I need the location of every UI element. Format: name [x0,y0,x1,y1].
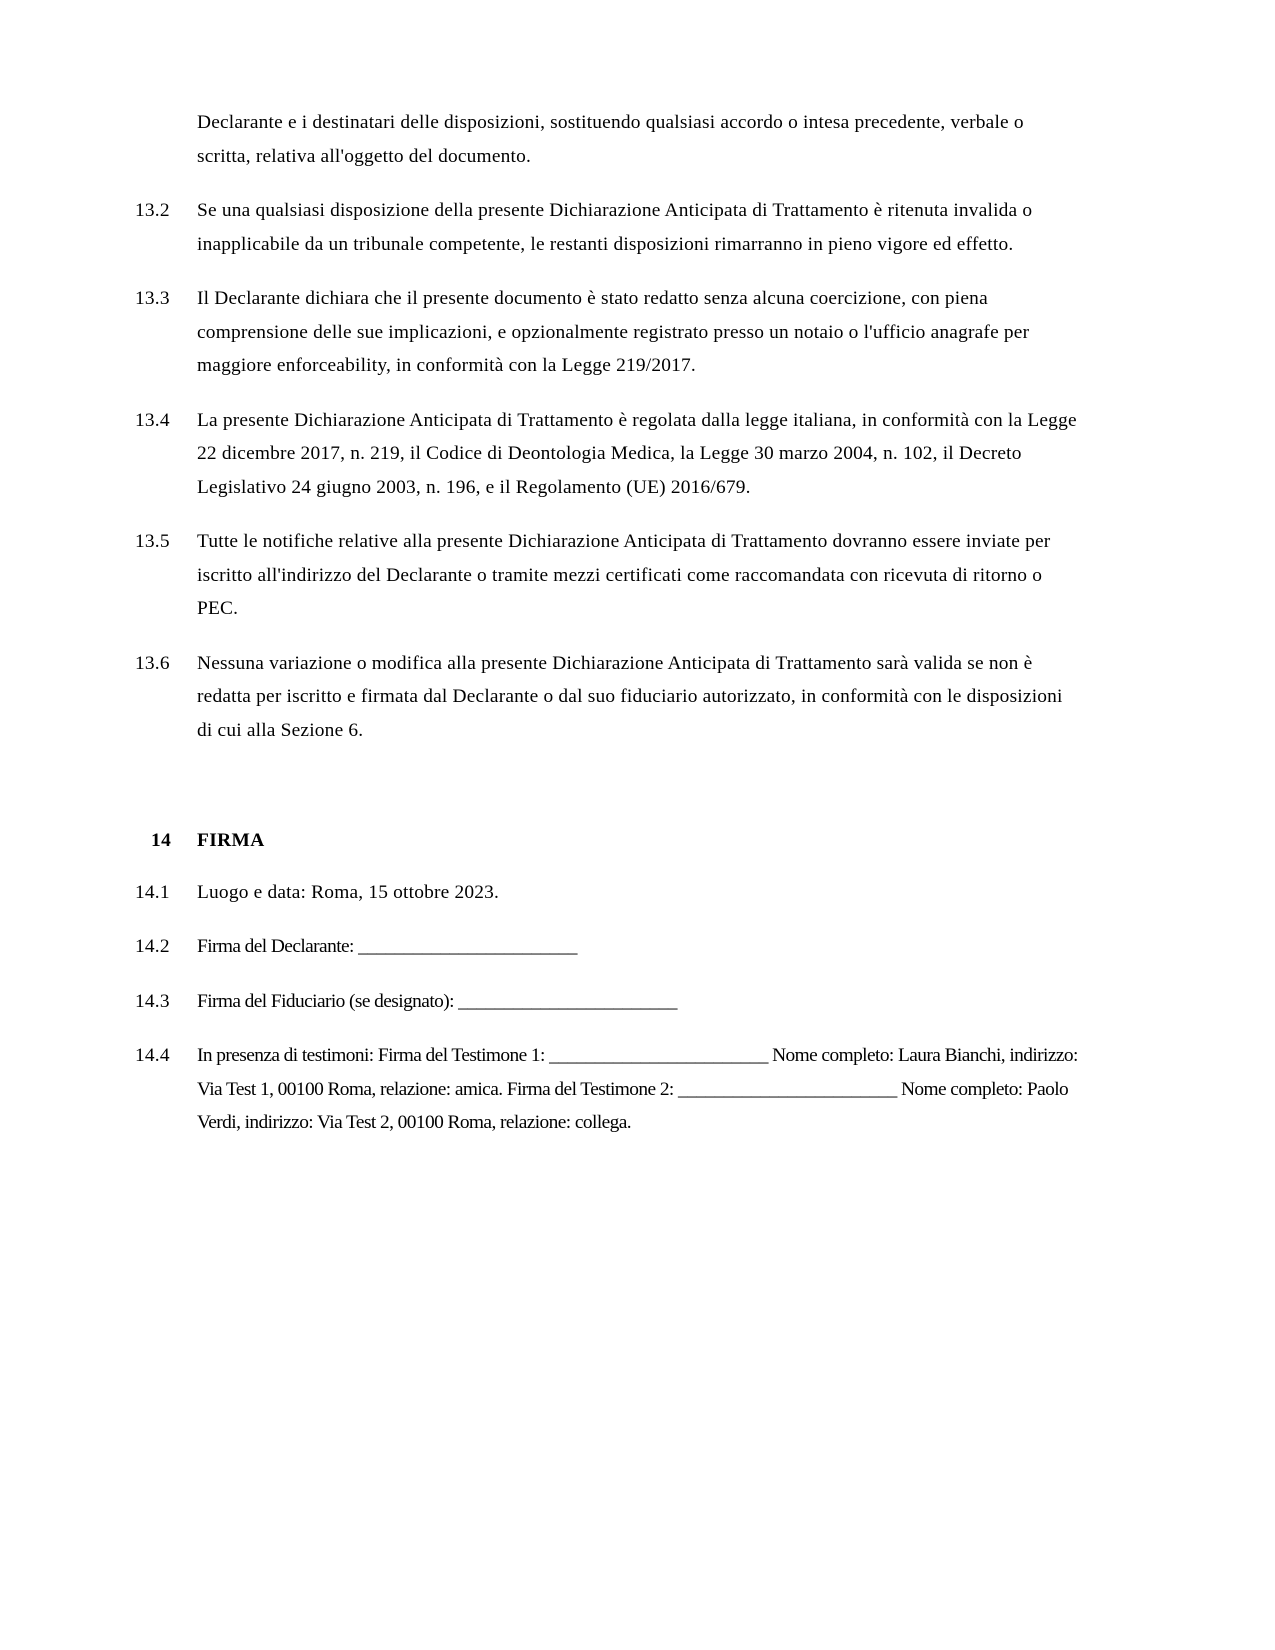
clause-number: 14.3 [135,990,170,1012]
clause-number: 13.4 [135,409,170,431]
clause-number: 14.2 [135,936,170,957]
clause-number: 13.3 [135,288,170,309]
clause-14-2 [135,930,1080,964]
signature-declarant-line[interactable]: Firma del Declarante: ________________________ [197,936,577,957]
clause-continuation [135,106,1080,173]
section-heading-14 [135,824,1080,858]
clause-text: Luogo e data: Roma, 15 ottobre 2023. [197,881,500,903]
document-body [135,106,1080,1161]
signature-witnesses-line[interactable]: In presenza di testimoni: Firma del Testimone 1: ________________________ Nome completo: Laura Bianchi, indirizzo: Via Test 1, 00100 Roma, relazione: amica. Firma del Testimone 2: ________________________ Nome completo: Paolo Verdi, indirizzo: Via Test 2, 00100 Roma, relazione: collega. [197,1045,1078,1133]
clause-text: La presente Dichiarazione Anticipata di Trattamento è regolata dalla legge italiana, in conformità con la Legge 22 dicembre 2017, n. 219, il Codice di Deontologia Medica, la Legge 30 marzo 2004, n. 102, il Decreto Legislativo 24 giugno 2003, n. 196, e il Regolamento (UE) 2016/679. [197,409,1077,498]
clause-13-4 [135,404,1080,505]
clause-13-3 [135,282,1080,383]
clause-text: Tutte le notifiche relative alla presente Dichiarazione Anticipata di Trattamento dovranno essere inviate per iscritto all'indirizzo del Declarante o tramite mezzi certificati come raccomandata con ricevuta di ritorno o PEC. [197,531,1051,619]
section-title: FIRMA [197,830,265,851]
clause-number: 14.1 [135,881,170,903]
clause-14-3 [135,985,1080,1019]
clause-number: 13.2 [135,200,170,221]
clause-14-4 [135,1039,1080,1140]
clause-continuation-text: Declarante e i destinatari delle disposizioni, sostituendo qualsiasi accordo o intesa precedente, verbale o scritta, relativa all'oggetto del documento. [197,112,1024,167]
section-number: 14 [151,830,172,851]
heading-bottom-spacer [135,858,1080,876]
signature-fiduciary-line[interactable]: Firma del Fiduciario (se designato): ________________________ [197,990,677,1012]
heading-spacer [135,768,1080,824]
clause-number: 13.5 [135,531,170,552]
clause-text: Nessuna variazione o modifica alla presente Dichiarazione Anticipata di Trattamento sarà valida se non è redatta per iscritto e firmata dal Declarante o dal suo fiduciario autorizzato, in conformità con le disposizioni di cui alla Sezione 6. [197,652,1063,741]
clause-14-1 [135,876,1080,910]
clause-number: 13.6 [135,652,170,674]
clause-13-2 [135,194,1080,261]
clause-text: Se una qualsiasi disposizione della presente Dichiarazione Anticipata di Trattamento è ritenuta invalida o inapplicabile da un tribunale competente, le restanti disposizioni rimarranno in pieno vigore ed effetto. [197,200,1033,255]
clause-13-5 [135,525,1080,626]
clause-13-6 [135,647,1080,748]
clause-number: 14.4 [135,1045,170,1066]
clause-text: Il Declarante dichiara che il presente documento è stato redatto senza alcuna coercizione, con piena comprensione delle sue implicazioni, e opzionalmente registrato presso un notaio o l'ufficio anagrafe per maggiore enforceability, in conformità con la Legge 219/2017. [197,288,1030,376]
